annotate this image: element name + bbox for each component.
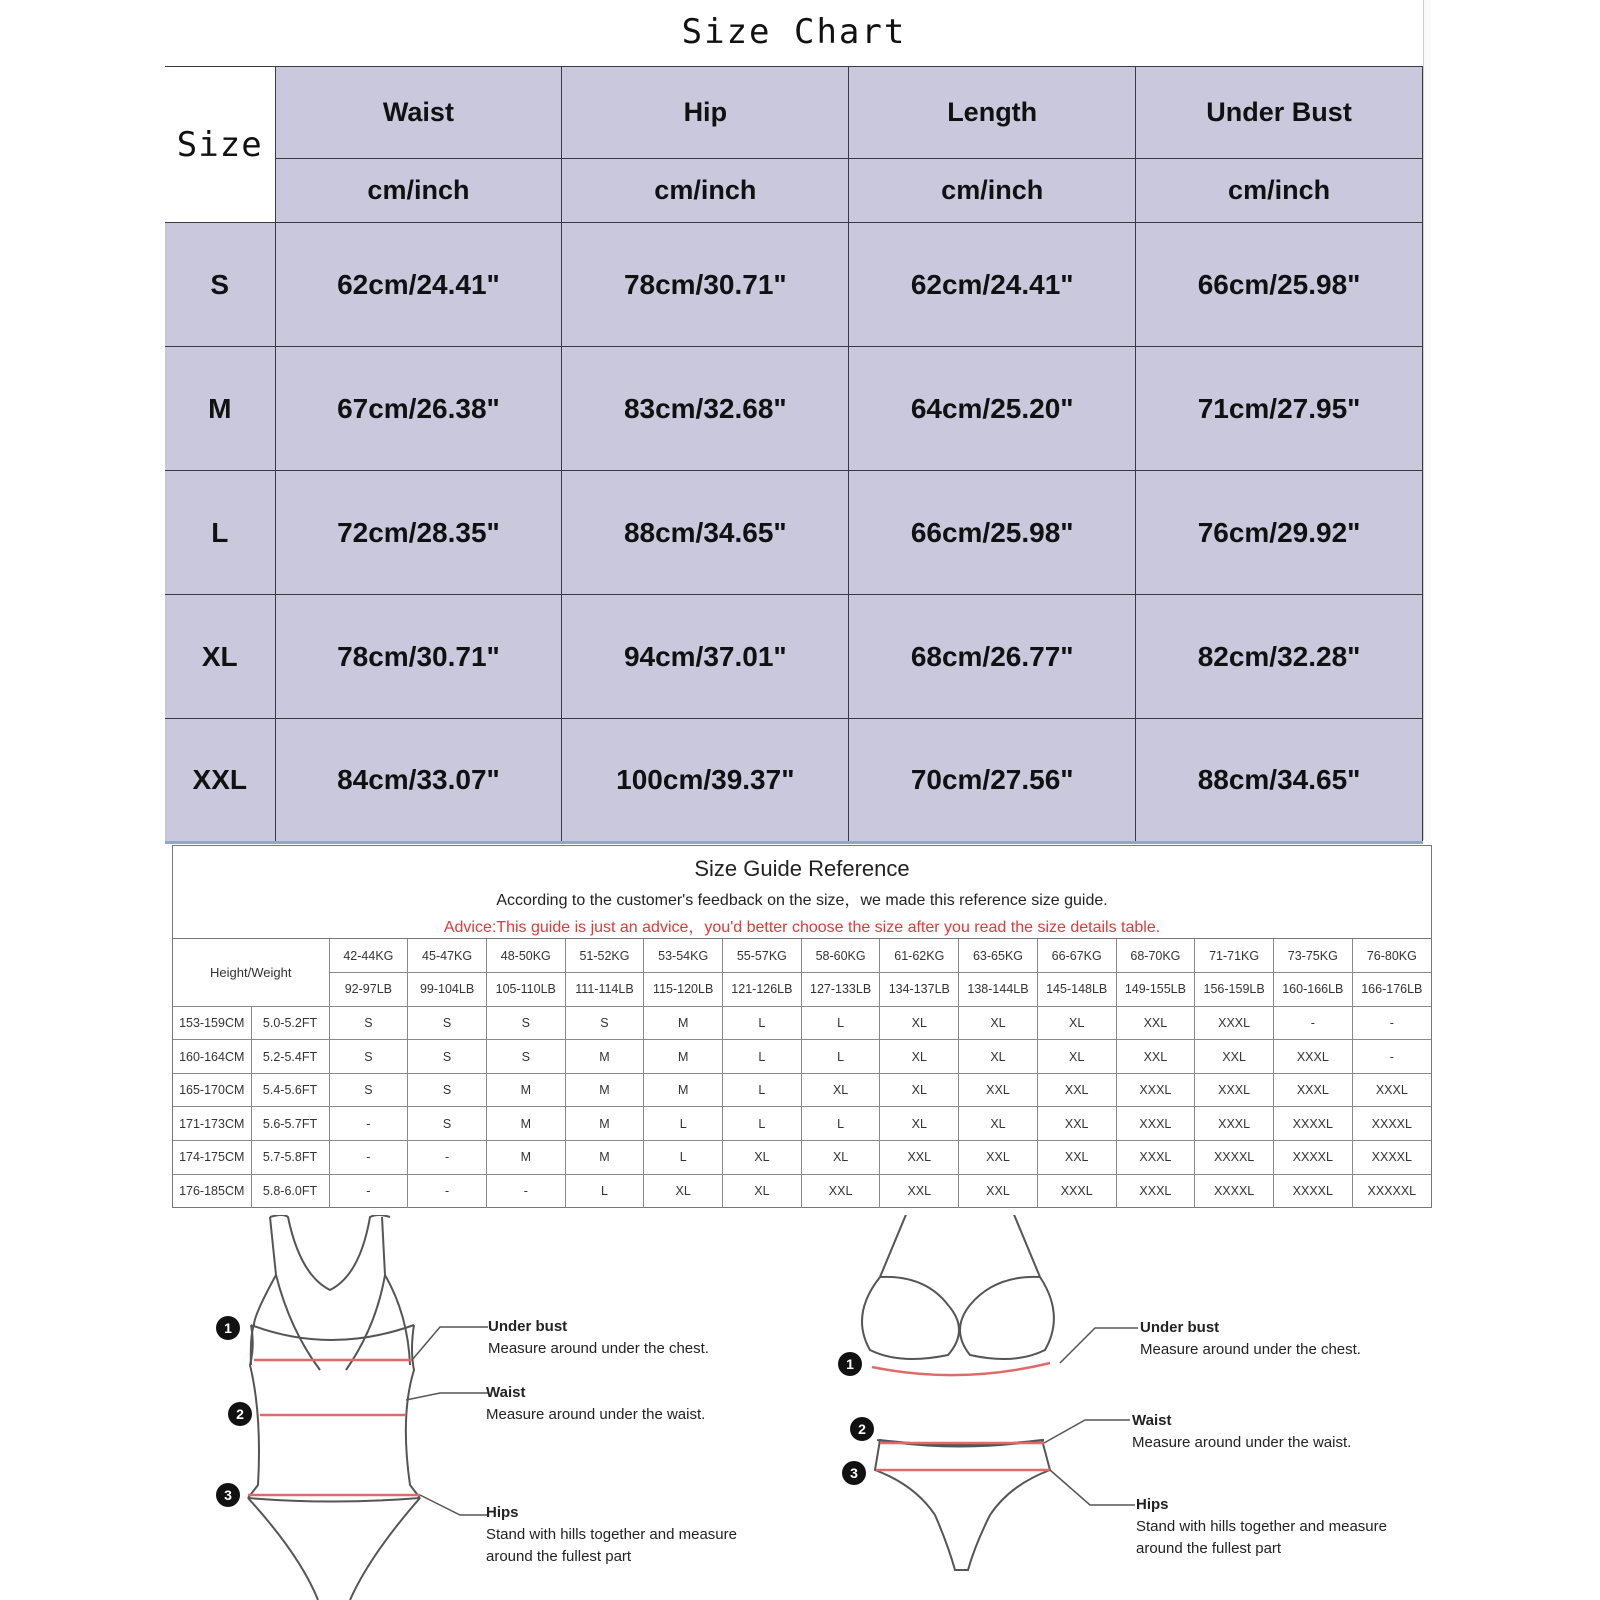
- weight-lb-header: 121-126LB: [723, 973, 802, 1007]
- unit-header: cm/inch: [1136, 159, 1423, 223]
- recommended-size-cell: S: [486, 1040, 565, 1074]
- label-title: Waist: [1132, 1412, 1172, 1429]
- step-1-marker: 1: [216, 1316, 240, 1340]
- recommended-size-cell: -: [408, 1174, 487, 1208]
- recommended-size-cell: XXXXL: [1273, 1174, 1352, 1208]
- recommended-size-cell: XL: [644, 1174, 723, 1208]
- recommended-size-cell: XL: [723, 1141, 802, 1175]
- recommended-size-cell: XL: [959, 1006, 1038, 1040]
- under-bust-cell: 71cm/27.95": [1136, 347, 1423, 471]
- recommended-size-cell: XXXL: [1273, 1073, 1352, 1107]
- table-row: [165, 347, 1423, 471]
- recommended-size-cell: XXXL: [1273, 1040, 1352, 1074]
- table-row: [165, 223, 1423, 347]
- under-bust-cell: 82cm/32.28": [1136, 595, 1423, 719]
- unit-header: cm/inch: [849, 159, 1136, 223]
- table-row: [173, 1174, 1431, 1208]
- recommended-size-cell: XXXXL: [1273, 1141, 1352, 1175]
- height-ft-cell: 5.7-5.8FT: [251, 1141, 329, 1175]
- measurement-illustrations: [0, 1215, 1600, 1600]
- label-text: Measure around under the waist.: [486, 1406, 706, 1423]
- recommended-size-cell: M: [486, 1073, 565, 1107]
- waist-cell: 62cm/24.41": [275, 223, 562, 347]
- weight-kg-header: 42-44KG: [329, 939, 408, 973]
- recommended-size-cell: XXXL: [1195, 1107, 1274, 1141]
- size-label: M: [165, 347, 275, 471]
- recommended-size-cell: S: [408, 1006, 487, 1040]
- weight-lb-header: 127-133LB: [801, 973, 880, 1007]
- height-cm-cell: 176-185CM: [173, 1174, 251, 1208]
- table-row: [173, 1141, 1431, 1175]
- weight-lb-header: 138-144LB: [959, 973, 1038, 1007]
- step-3-marker: 3: [842, 1461, 866, 1485]
- recommended-size-cell: XXL: [959, 1073, 1038, 1107]
- weight-kg-header: 68-70KG: [1116, 939, 1195, 973]
- weight-kg-row: [173, 939, 1431, 973]
- hip-cell: 83cm/32.68": [562, 347, 849, 471]
- recommended-size-cell: XL: [1037, 1040, 1116, 1074]
- recommended-size-cell: XXL: [880, 1141, 959, 1175]
- recommended-size-cell: XXL: [959, 1174, 1038, 1208]
- table-row: [165, 595, 1423, 719]
- one-piece-measure-lines: [248, 1360, 420, 1495]
- recommended-size-cell: S: [408, 1073, 487, 1107]
- recommended-size-cell: XL: [723, 1174, 802, 1208]
- under-bust-cell: 66cm/25.98": [1136, 223, 1423, 347]
- waist-cell: 84cm/33.07": [275, 719, 562, 843]
- one-piece-waist-label: [486, 1382, 705, 1426]
- size-guide-title: Size Guide Reference: [694, 856, 910, 881]
- unit-header: cm/inch: [562, 159, 849, 223]
- recommended-size-cell: S: [408, 1040, 487, 1074]
- recommended-size-cell: M: [565, 1107, 644, 1141]
- height-ft-cell: 5.2-5.4FT: [251, 1040, 329, 1074]
- weight-lb-header: 111-114LB: [565, 973, 644, 1007]
- recommended-size-cell: XL: [1037, 1006, 1116, 1040]
- weight-kg-header: 45-47KG: [408, 939, 487, 973]
- recommended-size-cell: -: [329, 1141, 408, 1175]
- recommended-size-cell: L: [565, 1174, 644, 1208]
- weight-lb-header: 105-110LB: [486, 973, 565, 1007]
- recommended-size-cell: XL: [959, 1107, 1038, 1141]
- size-label: XXL: [165, 719, 275, 843]
- weight-kg-header: 73-75KG: [1273, 939, 1352, 973]
- waist-cell: 72cm/28.35": [275, 471, 562, 595]
- bikini-drawing: [862, 1215, 1054, 1570]
- recommended-size-cell: M: [565, 1040, 644, 1074]
- hip-cell: 94cm/37.01": [562, 595, 849, 719]
- recommended-size-cell: XXL: [959, 1141, 1038, 1175]
- recommended-size-cell: XXL: [880, 1174, 959, 1208]
- recommended-size-cell: L: [644, 1107, 723, 1141]
- recommended-size-cell: L: [801, 1107, 880, 1141]
- one-piece-leader-lines: [406, 1327, 488, 1515]
- size-guide-note: According to the customer's feedback on the size，we made this reference size guide.: [496, 892, 1108, 909]
- weight-kg-header: 76-80KG: [1352, 939, 1431, 973]
- recommended-size-cell: M: [644, 1073, 723, 1107]
- label-title: Hips: [1136, 1496, 1169, 1513]
- step-3-marker: 3: [216, 1483, 240, 1507]
- bikini-leader-lines: [1044, 1328, 1138, 1505]
- one-piece-under-bust-label: [488, 1316, 709, 1360]
- height-ft-cell: 5.6-5.7FT: [251, 1107, 329, 1141]
- recommended-size-cell: XXXL: [1116, 1174, 1195, 1208]
- recommended-size-cell: L: [723, 1073, 802, 1107]
- step-1-marker: 1: [838, 1352, 862, 1376]
- recommended-size-cell: XXL: [1195, 1040, 1274, 1074]
- recommended-size-cell: S: [329, 1040, 408, 1074]
- step-2-marker: 2: [228, 1402, 252, 1426]
- height-cm-cell: 171-173CM: [173, 1107, 251, 1141]
- length-cell: 68cm/26.77": [849, 595, 1136, 719]
- weight-lb-header: 166-176LB: [1352, 973, 1431, 1007]
- height-cm-cell: 165-170CM: [173, 1073, 251, 1107]
- weight-kg-header: 61-62KG: [880, 939, 959, 973]
- table-row: [173, 1107, 1431, 1141]
- table-row: [165, 719, 1423, 843]
- bikini-waist-label: [1132, 1410, 1351, 1454]
- label-title: Under bust: [1140, 1319, 1220, 1336]
- recommended-size-cell: XXXL: [1352, 1073, 1431, 1107]
- recommended-size-cell: L: [801, 1006, 880, 1040]
- recommended-size-cell: XL: [880, 1073, 959, 1107]
- column-header-waist: Waist: [275, 67, 562, 159]
- size-guide-table: [173, 939, 1431, 1208]
- recommended-size-cell: -: [1352, 1040, 1431, 1074]
- recommended-size-cell: XXXL: [1195, 1073, 1274, 1107]
- hip-cell: 100cm/39.37": [562, 719, 849, 843]
- weight-kg-header: 48-50KG: [486, 939, 565, 973]
- bikini-measure-lines: [872, 1363, 1050, 1470]
- recommended-size-cell: M: [644, 1040, 723, 1074]
- height-cm-cell: 174-175CM: [173, 1141, 251, 1175]
- recommended-size-cell: XXXXL: [1352, 1141, 1431, 1175]
- recommended-size-cell: S: [486, 1006, 565, 1040]
- recommended-size-cell: XL: [801, 1073, 880, 1107]
- recommended-size-cell: XXXXXL: [1352, 1174, 1431, 1208]
- recommended-size-cell: L: [801, 1040, 880, 1074]
- weight-kg-header: 63-65KG: [959, 939, 1038, 973]
- page-edge-divider: [1423, 0, 1431, 840]
- waist-cell: 67cm/26.38": [275, 347, 562, 471]
- table-row: [173, 1040, 1431, 1074]
- recommended-size-cell: L: [723, 1107, 802, 1141]
- recommended-size-cell: -: [1352, 1006, 1431, 1040]
- recommended-size-cell: XXXXL: [1273, 1107, 1352, 1141]
- recommended-size-cell: M: [644, 1006, 723, 1040]
- height-weight-header: Height/Weight: [173, 939, 329, 1006]
- under-bust-cell: 76cm/29.92": [1136, 471, 1423, 595]
- length-cell: 62cm/24.41": [849, 223, 1136, 347]
- recommended-size-cell: L: [644, 1141, 723, 1175]
- length-cell: 64cm/25.20": [849, 347, 1136, 471]
- recommended-size-cell: XXL: [1116, 1040, 1195, 1074]
- recommended-size-cell: XXXL: [1116, 1141, 1195, 1175]
- recommended-size-cell: XL: [880, 1107, 959, 1141]
- height-cm-cell: 160-164CM: [173, 1040, 251, 1074]
- weight-lb-header: 156-159LB: [1195, 973, 1274, 1007]
- height-ft-cell: 5.0-5.2FT: [251, 1006, 329, 1040]
- one-piece-hips-label: [486, 1502, 766, 1568]
- table-row: [173, 1006, 1431, 1040]
- size-header: Size: [165, 67, 275, 223]
- height-ft-cell: 5.8-6.0FT: [251, 1174, 329, 1208]
- column-header-length: Length: [849, 67, 1136, 159]
- recommended-size-cell: XXXL: [1116, 1073, 1195, 1107]
- column-header-hip: Hip: [562, 67, 849, 159]
- size-label: XL: [165, 595, 275, 719]
- recommended-size-cell: XXXXL: [1352, 1107, 1431, 1141]
- recommended-size-cell: M: [565, 1141, 644, 1175]
- size-label: L: [165, 471, 275, 595]
- waist-cell: 78cm/30.71": [275, 595, 562, 719]
- weight-kg-header: 55-57KG: [723, 939, 802, 973]
- recommended-size-cell: S: [408, 1107, 487, 1141]
- height-ft-cell: 5.4-5.6FT: [251, 1073, 329, 1107]
- length-cell: 66cm/25.98": [849, 471, 1136, 595]
- recommended-size-cell: XL: [880, 1006, 959, 1040]
- recommended-size-cell: -: [408, 1141, 487, 1175]
- label-text: Stand with hills together and measure around the fullest part: [486, 1526, 737, 1565]
- unit-header: cm/inch: [275, 159, 562, 223]
- weight-kg-header: 58-60KG: [801, 939, 880, 973]
- weight-lb-header: 149-155LB: [1116, 973, 1195, 1007]
- size-guide-header: [173, 846, 1431, 939]
- recommended-size-cell: XXL: [801, 1174, 880, 1208]
- weight-lb-row: [173, 973, 1431, 1007]
- label-text: Measure around under the waist.: [1132, 1434, 1352, 1451]
- weight-lb-header: 115-120LB: [644, 973, 723, 1007]
- weight-kg-header: 66-67KG: [1037, 939, 1116, 973]
- one-piece-swimsuit-drawing: [248, 1215, 420, 1600]
- hip-cell: 78cm/30.71": [562, 223, 849, 347]
- recommended-size-cell: XXL: [1037, 1141, 1116, 1175]
- recommended-size-cell: S: [329, 1006, 408, 1040]
- bikini-under-bust-label: [1140, 1317, 1361, 1361]
- label-title: Waist: [486, 1384, 526, 1401]
- table-row: [173, 1073, 1431, 1107]
- recommended-size-cell: -: [1273, 1006, 1352, 1040]
- recommended-size-cell: XXXL: [1116, 1107, 1195, 1141]
- length-cell: 70cm/27.56": [849, 719, 1136, 843]
- label-title: Under bust: [488, 1318, 568, 1335]
- weight-lb-header: 99-104LB: [408, 973, 487, 1007]
- bikini-hips-label: [1136, 1494, 1436, 1560]
- recommended-size-cell: M: [486, 1141, 565, 1175]
- recommended-size-cell: XXXL: [1195, 1006, 1274, 1040]
- label-text: Measure around under the chest.: [488, 1340, 709, 1357]
- label-title: Hips: [486, 1504, 519, 1521]
- step-2-marker: 2: [850, 1417, 874, 1441]
- recommended-size-cell: XXL: [1116, 1006, 1195, 1040]
- recommended-size-cell: XXXXL: [1195, 1174, 1274, 1208]
- recommended-size-cell: -: [329, 1107, 408, 1141]
- hip-cell: 88cm/34.65": [562, 471, 849, 595]
- recommended-size-cell: L: [723, 1006, 802, 1040]
- recommended-size-cell: XL: [801, 1141, 880, 1175]
- height-cm-cell: 153-159CM: [173, 1006, 251, 1040]
- recommended-size-cell: L: [723, 1040, 802, 1074]
- weight-kg-header: 51-52KG: [565, 939, 644, 973]
- weight-kg-header: 71-71KG: [1195, 939, 1274, 973]
- size-label: S: [165, 223, 275, 347]
- weight-kg-header: 53-54KG: [644, 939, 723, 973]
- recommended-size-cell: S: [565, 1006, 644, 1040]
- size-chart-title: Size Chart: [681, 12, 907, 52]
- column-header-under-bust: Under Bust: [1136, 67, 1423, 159]
- recommended-size-cell: XXL: [1037, 1107, 1116, 1141]
- weight-lb-header: 134-137LB: [880, 973, 959, 1007]
- recommended-size-cell: M: [486, 1107, 565, 1141]
- weight-lb-header: 92-97LB: [329, 973, 408, 1007]
- recommended-size-cell: XXXXL: [1195, 1141, 1274, 1175]
- recommended-size-cell: S: [329, 1073, 408, 1107]
- recommended-size-cell: XL: [880, 1040, 959, 1074]
- weight-lb-header: 160-166LB: [1273, 973, 1352, 1007]
- recommended-size-cell: XL: [959, 1040, 1038, 1074]
- recommended-size-cell: -: [329, 1174, 408, 1208]
- recommended-size-cell: -: [486, 1174, 565, 1208]
- size-chart-table: [165, 66, 1423, 844]
- recommended-size-cell: XXXL: [1037, 1174, 1116, 1208]
- recommended-size-cell: XXL: [1037, 1073, 1116, 1107]
- under-bust-cell: 88cm/34.65": [1136, 719, 1423, 843]
- label-text: Measure around under the chest.: [1140, 1341, 1361, 1358]
- recommended-size-cell: M: [565, 1073, 644, 1107]
- size-guide-advice: Advice:This guide is just an advice，you'd better choose the size after you read the size details table.: [443, 919, 1161, 936]
- weight-lb-header: 145-148LB: [1037, 973, 1116, 1007]
- label-text: Stand with hills together and measure around the fullest part: [1136, 1518, 1387, 1557]
- table-row: [165, 471, 1423, 595]
- size-guide-panel: [172, 845, 1432, 1208]
